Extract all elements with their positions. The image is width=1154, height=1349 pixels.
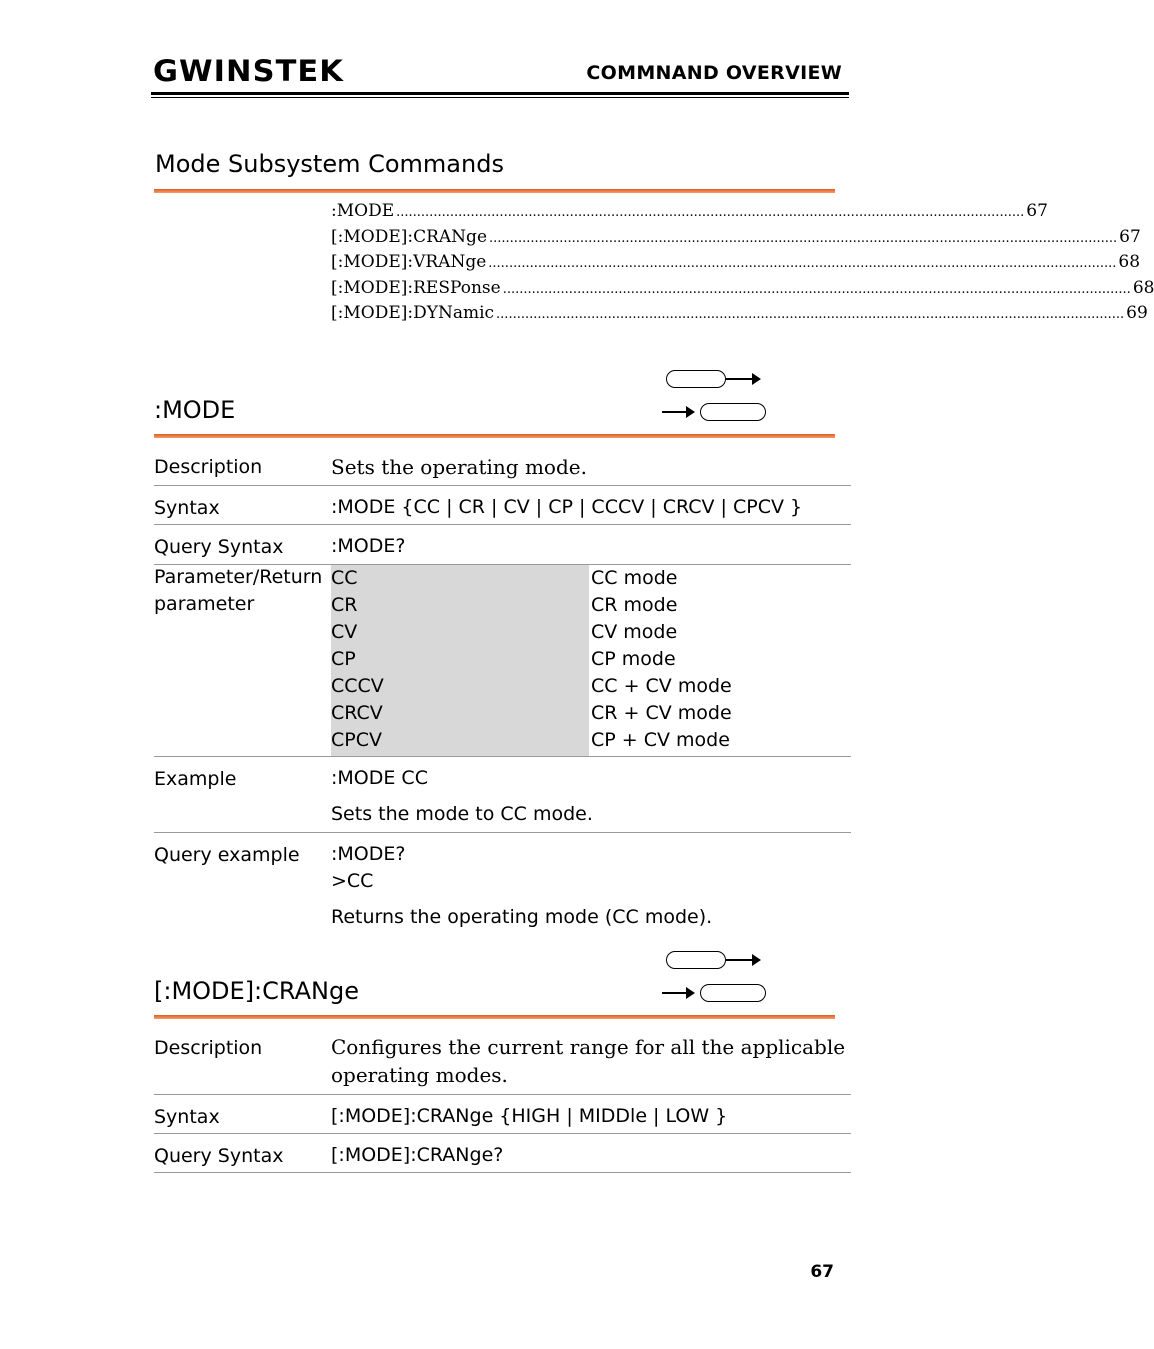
page-title: Mode Subsystem Commands — [155, 150, 504, 178]
title-underline — [154, 189, 835, 193]
header-rule-thin — [151, 97, 849, 98]
toc-entry-page: 69 — [1126, 303, 1148, 323]
param-desc: CR + CV mode — [591, 702, 732, 724]
section-title-mode: :MODE — [154, 396, 236, 424]
toc-entry[interactable] — [331, 227, 1141, 252]
toc-leader: ........................................................................................................................................................ — [488, 256, 1117, 271]
label-query-syntax: Query Syntax — [154, 536, 284, 558]
label-syntax: Syntax — [154, 497, 220, 519]
divider — [154, 756, 851, 757]
mode-syntax: :MODE {CC | CR | CV | CP | CCCV | CRCV | CPCV } — [331, 496, 803, 518]
label-query-syntax: Query Syntax — [154, 1145, 284, 1167]
toc-entry-page: 68 — [1118, 252, 1141, 272]
toc-leader: ........................................................................................................................................................ — [496, 307, 1125, 322]
right-arrow-icon — [686, 987, 695, 999]
mode-example-desc: Sets the mode to CC mode. — [331, 803, 593, 825]
divider — [154, 1094, 851, 1095]
section-underline — [154, 434, 835, 438]
query-pill-icon — [700, 984, 766, 1002]
right-arrow-icon — [752, 954, 761, 966]
crange-query-syntax: [:MODE]:CRANge? — [331, 1144, 504, 1166]
section-underline — [154, 1015, 835, 1019]
toc-leader: ........................................................................................................................................................ — [489, 231, 1118, 246]
crange-syntax: [:MODE]:CRANge {HIGH | MIDDle | LOW } — [331, 1105, 728, 1127]
set-pill-icon — [666, 370, 726, 388]
toc-entry[interactable] — [331, 252, 1141, 277]
toc-entry[interactable] — [331, 303, 1148, 328]
param-desc: CC mode — [591, 567, 678, 589]
query-pill-icon — [700, 403, 766, 421]
toc-entry-text: :MODE — [331, 201, 395, 221]
crange-description: Configures the current range for all the applicable — [331, 1035, 846, 1059]
toc-entry-text: [:MODE]:CRANge — [331, 227, 488, 247]
toc-entry-text: [:MODE]:RESPonse — [331, 278, 501, 298]
param-desc: CP mode — [591, 648, 676, 670]
label-query-example: Query example — [154, 844, 300, 866]
divider — [154, 524, 851, 525]
gwinstek-logo: GWINSTEK — [153, 54, 344, 88]
param-desc: CP + CV mode — [591, 729, 730, 751]
right-arrow-icon — [752, 373, 761, 385]
param-name: CR — [331, 594, 358, 616]
divider — [154, 485, 851, 486]
mode-example: :MODE CC — [331, 767, 428, 789]
divider — [154, 1172, 851, 1173]
crange-description-2: operating modes. — [331, 1063, 508, 1087]
mode-description: Sets the operating mode. — [331, 455, 587, 479]
label-example: Example — [154, 768, 237, 790]
toc-entry[interactable] — [331, 278, 1154, 303]
set-query-icon — [660, 368, 770, 428]
section-title-crange: [:MODE]:CRANge — [154, 977, 359, 1005]
param-name: CRCV — [331, 702, 383, 724]
set-pill-icon — [666, 951, 726, 969]
mode-query-syntax: :MODE? — [331, 535, 406, 557]
toc-entry[interactable] — [331, 201, 1048, 226]
mode-query-example-desc: Returns the operating mode (CC mode). — [331, 906, 713, 928]
param-name: CP — [331, 648, 356, 670]
label-description: Description — [154, 456, 263, 478]
divider — [154, 1133, 851, 1134]
param-desc: CR mode — [591, 594, 678, 616]
section-header: COMMNAND OVERVIEW — [586, 62, 842, 84]
label-parameter: Parameter/Return — [154, 566, 323, 588]
parameter-descriptions — [591, 565, 732, 754]
label-parameter-2: parameter — [154, 593, 255, 615]
toc-entry-page: 67 — [1026, 201, 1048, 221]
param-desc: CV mode — [591, 621, 678, 643]
page-number: 67 — [810, 1262, 834, 1282]
toc-entry-text: [:MODE]:VRANge — [331, 252, 487, 272]
label-syntax: Syntax — [154, 1106, 220, 1128]
toc-entry-text: [:MODE]:DYNamic — [331, 303, 495, 323]
header-rule — [151, 92, 849, 95]
mode-query-example: :MODE? — [331, 843, 406, 865]
toc-entry-page: 68 — [1132, 278, 1154, 298]
divider — [154, 832, 851, 833]
param-name: CV — [331, 621, 358, 643]
right-arrow-icon — [686, 406, 695, 418]
param-desc: CC + CV mode — [591, 675, 732, 697]
param-name: CPCV — [331, 729, 382, 751]
toc-leader: ........................................................................................................................................................ — [502, 282, 1131, 297]
parameter-names — [331, 565, 384, 754]
param-name: CC — [331, 567, 358, 589]
set-query-icon — [660, 949, 770, 1009]
param-name: CCCV — [331, 675, 384, 697]
toc-leader: ........................................................................................................................................................ — [396, 205, 1025, 220]
toc-entry-page: 67 — [1119, 227, 1141, 247]
label-description: Description — [154, 1037, 263, 1059]
mode-query-response: >CC — [331, 870, 374, 892]
